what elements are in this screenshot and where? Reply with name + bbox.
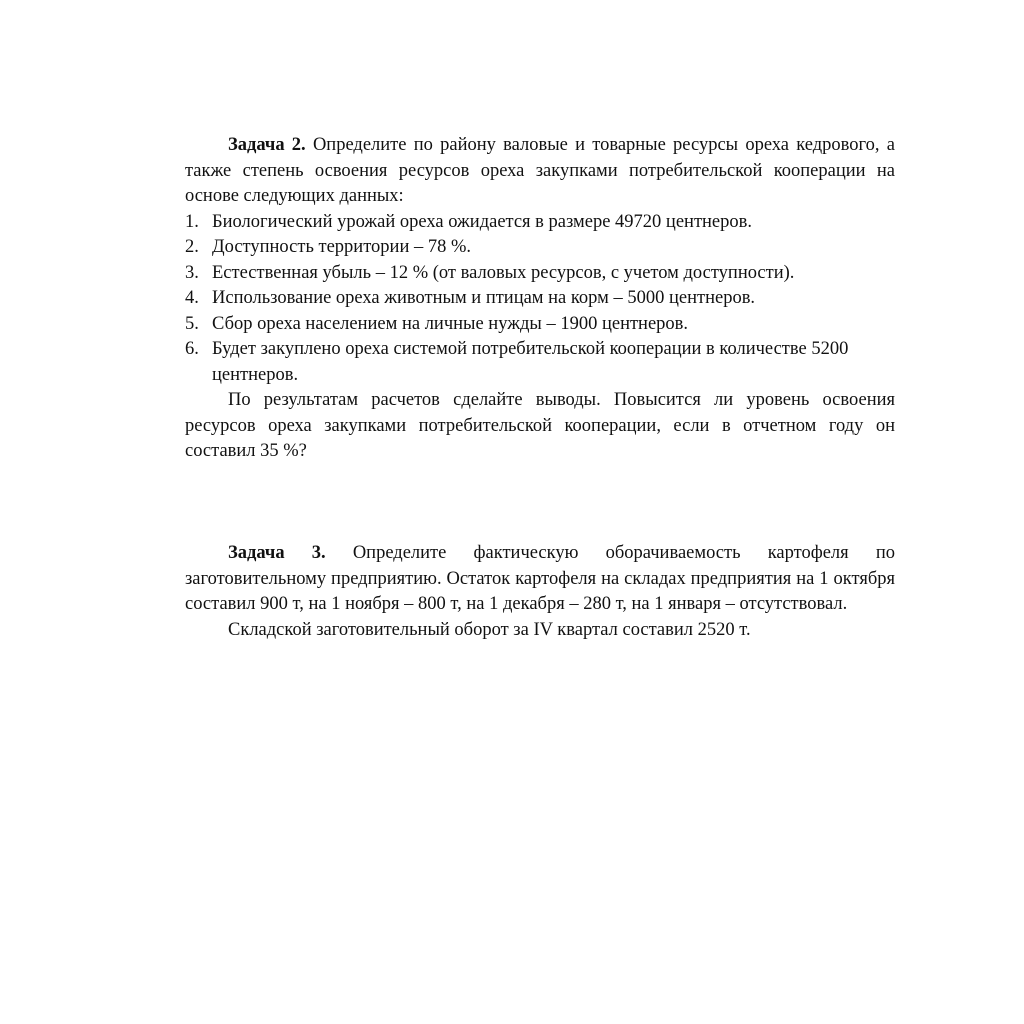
list-item-text: Биологический урожай ореха ожидается в размере 49720 центнеров.: [212, 211, 752, 232]
list-item: [185, 235, 895, 261]
task-2-conclusion: По результатам расчетов сделайте выводы. Повысится ли уровень освоения ресурсов ореха закупками потребительской кооперации, если в отчетном году он составил 35 %?: [185, 390, 895, 461]
task-3: [185, 541, 895, 643]
list-item: [185, 210, 895, 236]
list-item-number: 4.: [185, 288, 199, 308]
task-3-intro-text: Определите фактическую оборачиваемость картофеля по заготовительному предприятию. Остаток картофеля на складах предприятия на 1 октября составил 900 т, на 1 ноября – 800 т, на 1 декабря – 280 т, на 1 января – отсутствовал.: [185, 543, 895, 614]
list-item: [185, 261, 895, 287]
list-item-text: Сбор ореха населением на личные нужды – 1900 центнеров.: [212, 313, 689, 334]
list-item: [185, 286, 895, 312]
task-2-data-list: [185, 210, 895, 389]
list-item-text: Будет закуплено ореха системой потребительской кооперации в количестве 5200 центнеров.: [212, 339, 849, 385]
list-item: [185, 337, 895, 388]
task-2-heading: Задача 2.: [228, 135, 306, 155]
list-item-text: Естественная убыль – 12 % (от валовых ресурсов, с учетом доступности).: [212, 262, 795, 283]
list-item-number: 1.: [185, 211, 199, 232]
task-2: [185, 133, 895, 465]
list-item-number: 6.: [185, 339, 199, 359]
list-item-text: Доступность территории – 78 %.: [212, 237, 471, 257]
task-2-intro-paragraph: [185, 133, 895, 210]
list-item-text: Использование ореха животным и птицам на корм – 5000 центнеров.: [212, 288, 756, 308]
list-item: [185, 312, 895, 338]
list-item-number: 5.: [185, 313, 199, 334]
task-3-note: Складской заготовительный оборот за IV квартал составил 2520 т.: [228, 619, 751, 640]
task-3-heading: Задача 3.: [228, 543, 326, 563]
list-item-number: 2.: [185, 237, 199, 257]
list-item-number: 3.: [185, 262, 199, 283]
task-2-intro-text: Определите по району валовые и товарные ресурсы ореха кедрового, а также степень освоения ресурсов ореха закупками потребительской кооперации на основе следующих данных:: [185, 135, 895, 206]
task-3-intro-paragraph: [185, 541, 895, 618]
